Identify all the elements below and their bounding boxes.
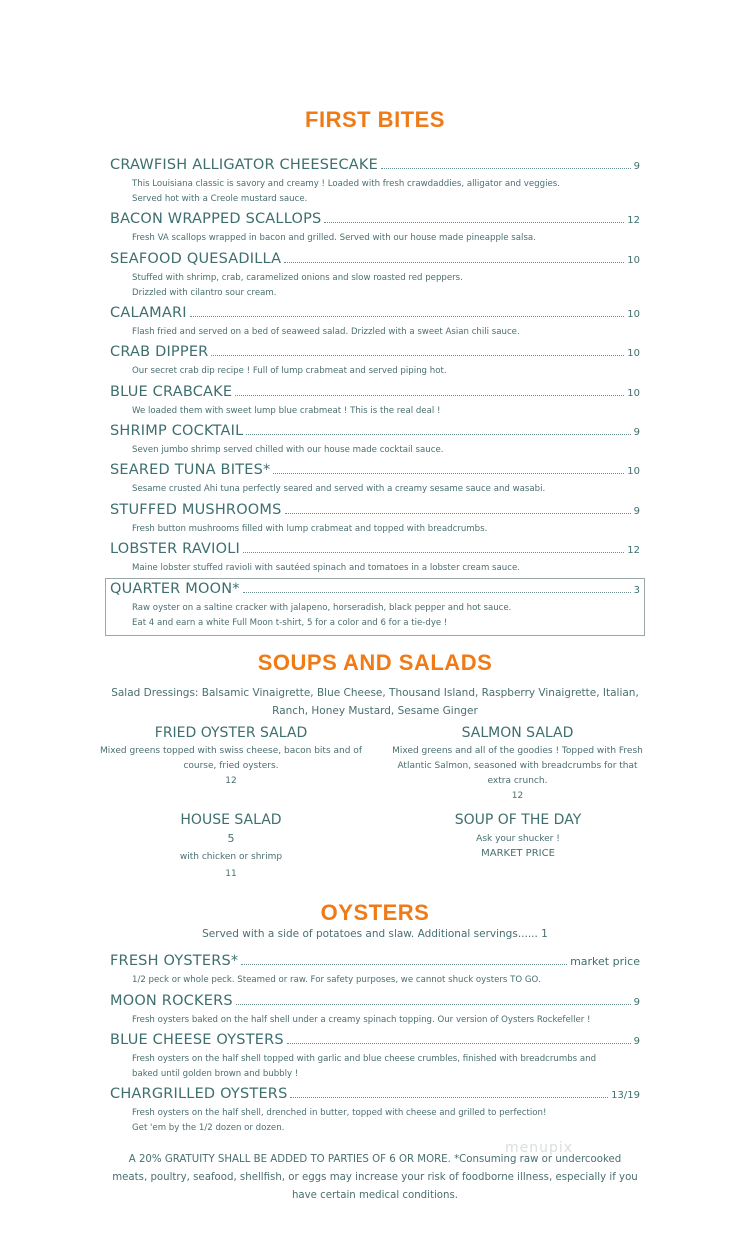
salad-name: SOUP OF THE DAY (454, 812, 582, 828)
menu-item (110, 1032, 640, 1082)
item-description: Seven jumbo shrimp served chilled with our house made cocktail sauce. (132, 445, 444, 455)
item-name: LOBSTER RAVIOLI (110, 541, 241, 557)
item-name: MOON ROCKERS (110, 993, 233, 1009)
footer-line: have certain medical conditions. (291, 1190, 459, 1201)
dot-leader (273, 473, 624, 474)
item-description: Fresh VA scallops wrapped in bacon and grilled. Served with our house made pineapple salsa. (132, 233, 536, 243)
item-name: FRESH OYSTERS* (110, 953, 239, 969)
dot-leader (285, 513, 631, 514)
item-name: QUARTER MOON* (110, 581, 240, 597)
dot-leader (290, 1097, 608, 1098)
menu-item (110, 344, 640, 379)
soups-salads-heading: SOUPS AND SALADS (257, 650, 493, 675)
first-bites-heading: FIRST BITES (305, 107, 445, 132)
item-price: 10 (627, 309, 640, 320)
house-salad (131, 812, 331, 882)
item-price: 12 (627, 545, 640, 556)
item-price: 10 (627, 255, 640, 266)
item-name: SHRIMP COCKTAIL (110, 423, 244, 439)
item-price: 13/19 (611, 1090, 640, 1101)
salad-description: Mixed greens topped with swiss cheese, bacon bits and of (100, 746, 362, 756)
item-price: 9 (633, 161, 640, 172)
salad-description: Mixed greens and all of the goodies ! Topped with Fresh (392, 746, 643, 756)
item-price: 12 (627, 215, 640, 226)
item-description: Fresh oysters on the half shell topped with garlic and blue cheese crumbles, finished with breadcrumbs and (132, 1054, 597, 1064)
item-name: CALAMARI (110, 305, 187, 321)
item-name: CRAB DIPPER (110, 344, 209, 360)
salad-name: SALMON SALAD (461, 725, 574, 741)
salad-dressings (0, 684, 750, 720)
menu-item (110, 953, 640, 988)
menu-item (110, 157, 640, 207)
item-price: 10 (627, 388, 640, 399)
item-description: Stuffed with shrimp, crab, caramelized onions and slow roasted red peppers. (132, 273, 463, 283)
footer-line: meats, poultry, seafood, shellfish, or eggs may increase your risk of foodborne illness, especially if you (112, 1172, 638, 1183)
salad-price: 12 (225, 776, 237, 786)
dot-leader (241, 964, 567, 965)
item-price: 10 (627, 348, 640, 359)
item-description: 1/2 peck or whole peck. Steamed or raw. For safety purposes, we cannot shuck oysters TO GO. (132, 975, 541, 985)
salad-price: 5 (227, 832, 235, 845)
menu-item (110, 993, 640, 1028)
dot-leader (190, 316, 625, 317)
menu-item (110, 541, 640, 576)
item-name: STUFFED MUSHROOMS (110, 502, 282, 518)
salad-description: course, fried oysters. (183, 761, 279, 771)
dot-leader (236, 1004, 631, 1005)
oysters-intro: Served with a side of potatoes and slaw. Additional servings...... 1 (202, 928, 548, 940)
item-price: 9 (633, 506, 640, 517)
watermark: menupix (505, 1140, 574, 1156)
oysters-heading: OYSTERS (320, 900, 430, 925)
menu-item (110, 502, 640, 537)
item-price: 9 (633, 427, 640, 438)
item-description: Raw oyster on a saltine cracker with jalapeno, horseradish, black pepper and hot sauce. (132, 603, 512, 613)
item-price: market price (570, 955, 640, 968)
menu-item (110, 211, 640, 246)
dot-leader (246, 434, 630, 435)
footer-line: A 20% GRATUITY SHALL BE ADDED TO PARTIES OF 6 OR MORE. *Consuming raw or undercooked (128, 1154, 622, 1165)
salad-dressings-line: Salad Dressings: Balsamic Vinaigrette, Blue Cheese, Thousand Island, Raspberry Vinaigrette, Italian, (111, 687, 639, 699)
menu-item (110, 581, 640, 631)
salad-description: Atlantic Salmon, seasoned with breadcrumbs for that (397, 761, 638, 771)
item-price: 9 (633, 997, 640, 1008)
item-name: BLUE CHEESE OYSTERS (110, 1032, 284, 1048)
item-name: SEAFOOD QUESADILLA (110, 251, 282, 267)
footer-disclaimer (105, 1151, 645, 1205)
salad-dressings-line: Ranch, Honey Mustard, Sesame Ginger (272, 705, 478, 717)
item-description: We loaded them with sweet lump blue crabmeat ! This is the real deal ! (132, 406, 441, 416)
menu-item (110, 1086, 640, 1136)
item-name: BLUE CRABCAKE (110, 384, 233, 400)
item-description: This Louisiana classic is savory and creamy ! Loaded with fresh crawdaddies, alligator and veggies. (132, 179, 560, 189)
item-description: baked until golden brown and bubbly ! (132, 1069, 299, 1079)
salmon-salad (385, 725, 650, 804)
salad-price: 12 (511, 791, 524, 801)
item-description: Sesame crusted Ahi tuna perfectly seared and served with a creamy sesame sauce and wasabi. (132, 484, 546, 494)
item-description: Fresh button mushrooms filled with lump crabmeat and topped with breadcrumbs. (132, 524, 488, 534)
dot-leader (284, 262, 624, 263)
salad-price: MARKET PRICE (481, 848, 555, 859)
item-name: SEARED TUNA BITES* (110, 462, 271, 478)
menu-item (110, 305, 640, 340)
fried-oyster-salad (100, 725, 362, 789)
item-name: CHARGRILLED OYSTERS (110, 1086, 288, 1102)
item-name: CRAWFISH ALLIGATOR CHEESECAKE (110, 157, 378, 173)
menu-item (110, 462, 640, 497)
item-description: Drizzled with cilantro sour cream. (132, 288, 277, 298)
item-description: Served hot with a Creole mustard sauce. (132, 194, 308, 204)
dot-leader (324, 222, 624, 223)
item-description: Flash fried and served on a bed of seaweed salad. Drizzled with a sweet Asian chili sauce. (132, 327, 520, 337)
dot-leader (235, 395, 624, 396)
menu-item (110, 384, 640, 419)
dot-leader (243, 592, 631, 593)
salad-note: with chicken or shrimp (179, 852, 283, 862)
item-description: Get 'em by the 1/2 dozen or dozen. (132, 1123, 285, 1133)
item-description: Eat 4 and earn a white Full Moon t-shirt, 5 for a color and 6 for a tie-dye ! (132, 618, 448, 628)
dot-leader (287, 1043, 631, 1044)
item-name: BACON WRAPPED SCALLOPS (110, 211, 322, 227)
salad-name: FRIED OYSTER SALAD (154, 725, 308, 741)
dot-leader (381, 168, 631, 169)
menu-item (110, 423, 640, 458)
salad-description: extra crunch. (487, 776, 548, 786)
item-description: Our secret crab dip recipe ! Full of lump crabmeat and served piping hot. (132, 366, 447, 376)
dot-leader (211, 355, 624, 356)
item-description: Maine lobster stuffed ravioli with sautéed spinach and tomatoes in a lobster cream sauce. (132, 563, 520, 573)
item-price: 10 (627, 466, 640, 477)
item-description: Fresh oysters on the half shell, drenched in butter, topped with cheese and grilled to perfection! (132, 1108, 547, 1118)
menu-item (110, 251, 640, 301)
item-description: Fresh oysters baked on the half shell under a creamy spinach topping. Our version of Oysters Rockefeller ! (132, 1015, 591, 1025)
dot-leader (243, 552, 624, 553)
item-price: 3 (633, 585, 640, 596)
item-price: 9 (633, 1036, 640, 1047)
soup-of-the-day (413, 812, 623, 859)
salad-note-price: 11 (225, 869, 237, 879)
salad-note: Ask your shucker ! (476, 834, 560, 844)
salad-name: HOUSE SALAD (180, 812, 282, 828)
